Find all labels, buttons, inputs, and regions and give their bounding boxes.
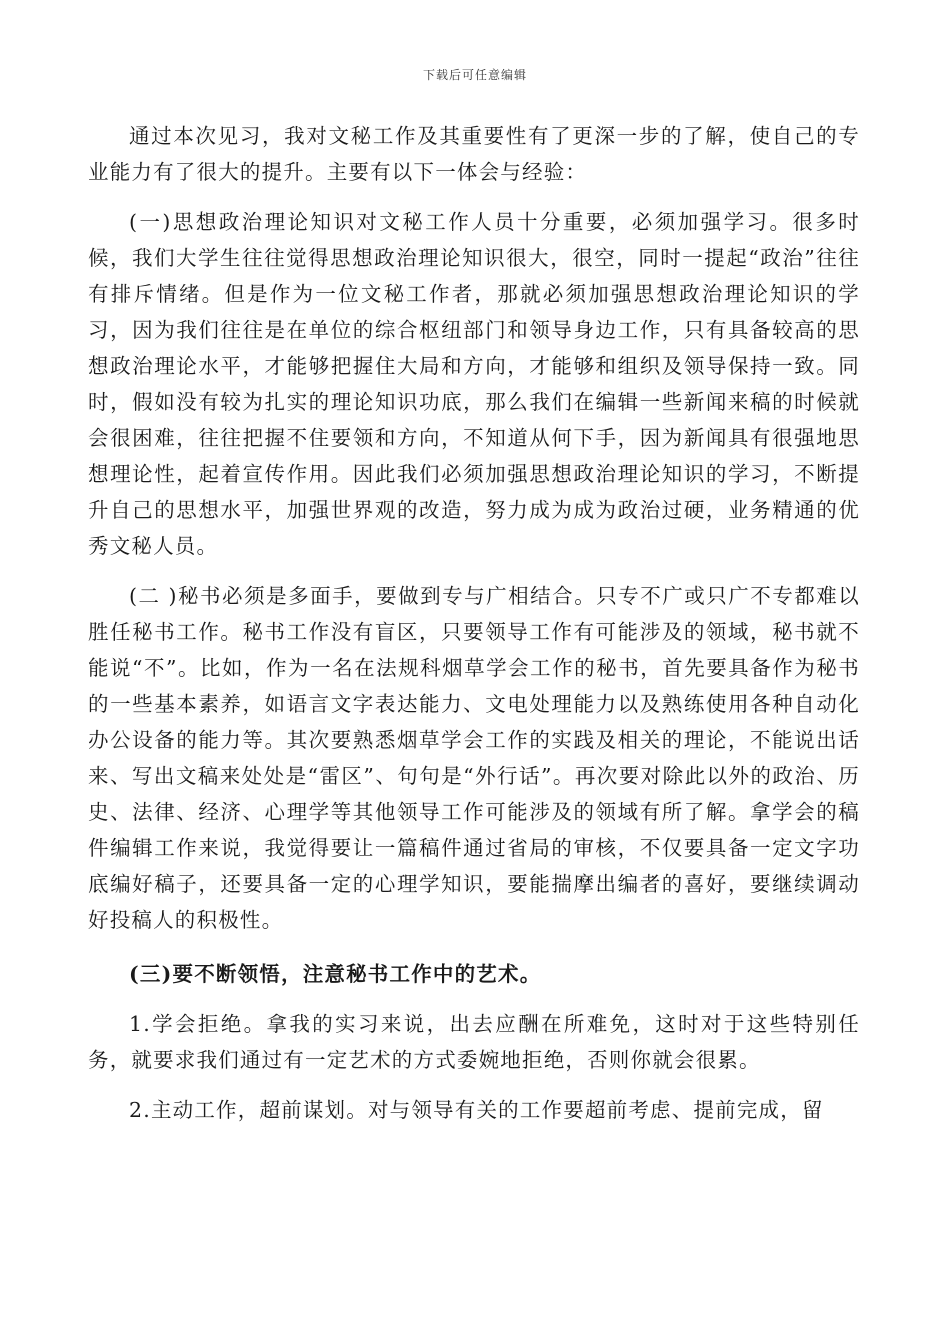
section-three-heading: (三)要不断领悟，注意秘书工作中的艺术。 (129, 962, 542, 986)
section-two-paragraph: (二 )秘书必须是多面手，要做到专与广相结合。只专不广或只广不专都难以胜任秘书工作。秘书工作没有盲区，只要领导工作有可能涉及的领域，秘书就不能说“不”。比如，作为一名在法规科烟草学会工作的秘书，首先要具备作为秘书的一些基本素养，如语言文字表达能力、文电处理能力以及熟练使用各种自动化办公设备的能力等。其次要熟悉烟草学会工作的实践及相关的理论，不能说出话来、写出文稿来处处是“雷区”、句句是“外行话”。再次要对除此以外的政治、历史、法律、经济、心理学等其他领导工作可能涉及的领域有所了解。拿学会的稿件编辑工作来说，我觉得要让一篇稿件通过省局的审核，不仅要具备一定文字功底编好稿子，还要具备一定的心理学知识，要能揣摩出编者的喜好，要继续调动好投稿人的积极性。 (88, 584, 860, 932)
intro-paragraph: 通过本次见习，我对文秘工作及其重要性有了更深一步的了解，使自己的专业能力有了很大的提升。主要有以下一体会与经验： (88, 124, 860, 184)
document-body (88, 118, 860, 1142)
section-one-paragraph: (一)思想政治理论知识对文秘工作人员十分重要，必须加强学习。很多时候，我们大学生往往觉得思想政治理论知识很大，很空，同时一提起“政治”往往有排斥情绪。但是作为一位文秘工作者，那就必须加强思想政治理论知识的学习，因为我们往往是在单位的综合枢纽部门和领导身边工作，只有具备较高的思想政治理论水平，才能够把握住大局和方向，才能够和组织及领导保持一致。同时，假如没有较为扎实的理论知识功底，那么我们在编辑一些新闻来稿的时候就会很困难，往往把握不住要领和方向，不知道从何下手，因为新闻具有很强地思想理论性，起着宣传作用。因此我们必须加强思想政治理论知识的学习，不断提升自己的思想水平，加强世界观的改造，努力成为成为政治过硬，业务精通的优秀文秘人员。 (88, 210, 860, 558)
item-one-paragraph: 1.学会拒绝。拿我的实习来说，出去应酬在所难免，这时对于这些特别任务，就要求我们通过有一定艺术的方式委婉地拒绝，否则你就会很累。 (88, 1012, 860, 1072)
page-header: 下载后可任意编辑 (422, 68, 527, 82)
item-two-paragraph: 2.主动工作，超前谋划。对与领导有关的工作要超前考虑、提前完成，留 (129, 1098, 824, 1122)
